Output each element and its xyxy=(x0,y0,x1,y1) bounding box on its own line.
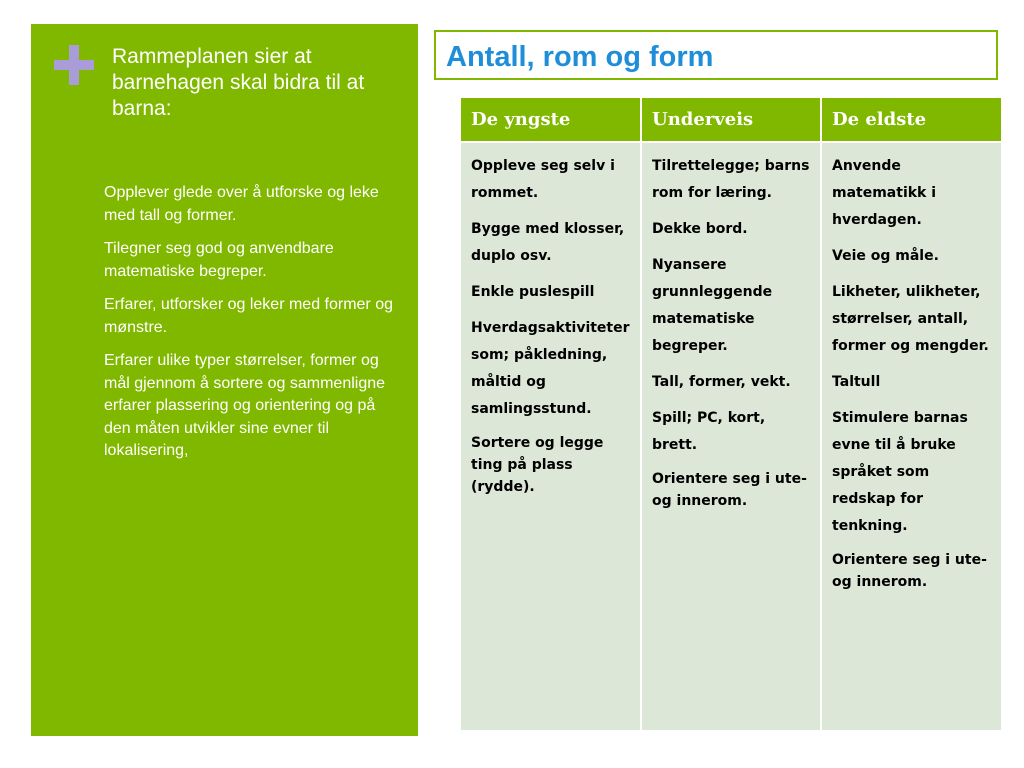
content-table xyxy=(461,98,1001,730)
title-box xyxy=(434,30,998,80)
cell-item: Sortere og legge ting på plass (rydde). xyxy=(471,435,604,495)
panel-list-item: Erfarer ulike typer størrelser, former og mål gjennom å sortere og sammenligne erfarer plassering og orientering og på den måten utvikler sine evner til lokalisering, xyxy=(104,352,386,459)
cell-item: Tilrettelegge; barns rom for læring. xyxy=(652,158,810,201)
cell-item: Taltull xyxy=(832,374,881,390)
cell-item: Enkle puslespill xyxy=(471,284,595,300)
cell-item: Oppleve seg selv i rommet. xyxy=(471,158,615,201)
table-row xyxy=(461,142,1001,730)
table-container xyxy=(461,98,1001,730)
cell-item: Orientere seg i ute- og innerom. xyxy=(652,471,807,509)
panel-bullet-list xyxy=(104,182,404,474)
column-header-youngest: De yngste xyxy=(461,98,641,142)
cell-item: Dekke bord. xyxy=(652,221,748,237)
cell-item: Tall, former, vekt. xyxy=(652,374,791,390)
cell-item: Likheter, ulikheter, størrelser, antall, former og mengder. xyxy=(832,284,989,354)
cell-item: Bygge med klosser, duplo osv. xyxy=(471,221,625,264)
cell-item: Spill; PC, kort, brett. xyxy=(652,410,766,453)
table-cell-youngest xyxy=(461,142,641,730)
page-title: Antall, rom og form xyxy=(446,41,714,73)
table-header-row xyxy=(461,98,1001,142)
panel-list-item: Opplever glede over å utforske og leke med tall og former. xyxy=(104,184,379,224)
panel-heading: Rammeplanen sier at barnehagen skal bidra til at barna: xyxy=(112,45,365,120)
table-cell-oldest xyxy=(821,142,1001,730)
panel-list-item: Tilegner seg god og anvendbare matematiske begreper. xyxy=(104,240,334,280)
cell-item: Stimulere barnas evne til å bruke språket som redskap for tenkning. xyxy=(832,410,968,534)
plus-icon xyxy=(52,43,96,87)
cell-item: Anvende matematikk i hverdagen. xyxy=(832,158,937,228)
table-cell-midway xyxy=(641,142,821,730)
cell-item: Nyansere grunnleggende matematiske begreper. xyxy=(652,257,773,354)
column-header-midway: Underveis xyxy=(641,98,821,142)
column-header-oldest: De eldste xyxy=(821,98,1001,142)
cell-item: Veie og måle. xyxy=(832,248,939,264)
panel-list-item: Erfarer, utforsker og leker med former og mønstre. xyxy=(104,296,393,336)
cell-item: Hverdagsaktiviteter som; påkledning, måltid og samlingsstund. xyxy=(471,320,630,417)
cell-item: Orientere seg i ute- og innerom. xyxy=(832,552,987,590)
